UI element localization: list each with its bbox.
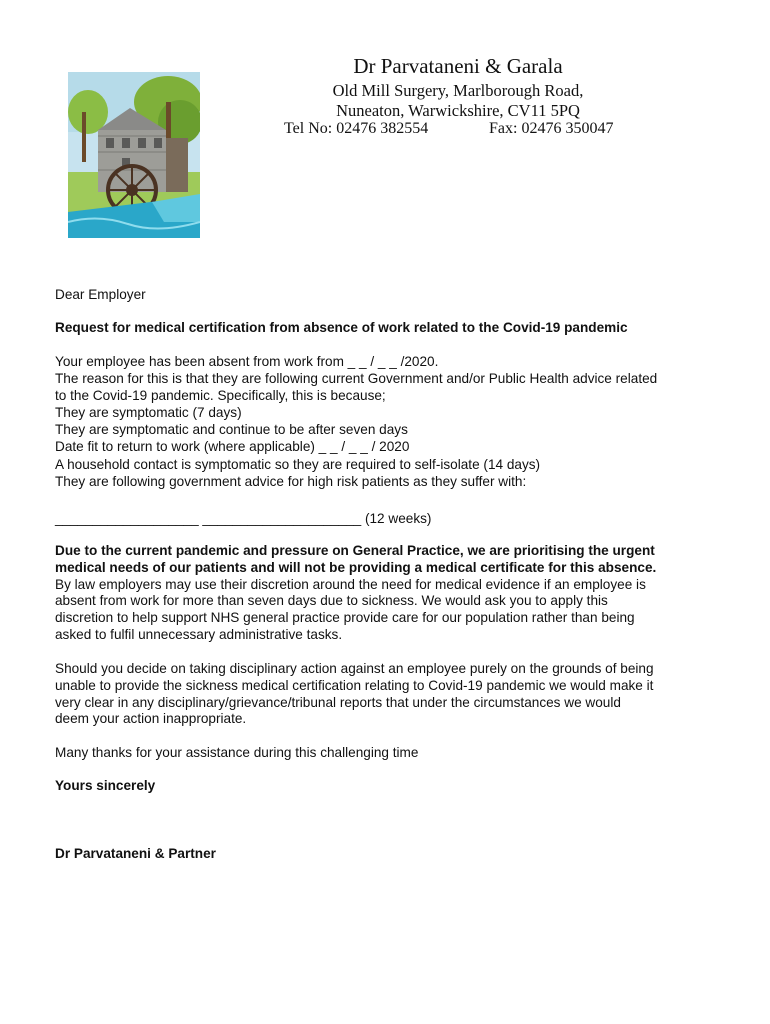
disciplinary-line: very clear in any disciplinary/grievance/tribunal reports that under the circumstances we would [55,694,621,710]
absence-line: Date fit to return to work (where applicable) _ _ / _ _ / 2020 [55,439,410,455]
condition-line: ___________________ _____________________ (12 weeks) [55,511,432,526]
watermill-picture [68,72,200,238]
salutation: Dear Employer [55,287,146,302]
disciplinary-line: deem your action inappropriate. [55,711,247,727]
absence-line: They are following government advice for high risk patients as they suffer with: [55,473,527,489]
telephone-number: Tel No: 02476 382554 [284,120,429,137]
notice-line: By law employers may use their discretion around the need for medical evidence if an employee is [55,576,646,592]
absence-line: The reason for this is that they are following current Government and/or Public Health advice related [55,371,658,387]
address-line-1: Old Mill Surgery, Marlborough Road, [332,81,584,100]
notice-bold-line: Due to the current pandemic and pressure on General Practice, we are prioritising the urgent [55,543,655,558]
letter-subject: Request for medical certification from absence of work related to the Covid-19 pandemic [55,320,628,335]
absence-line: They are symptomatic and continue to be after seven days [55,422,408,438]
disciplinary-line: Should you decide on taking disciplinary action against an employee purely on the grounds of being [55,661,654,676]
notice-paragraph [55,543,745,644]
disciplinary-paragraph [55,661,745,728]
address-line-2: Nuneaton, Warwickshire, CV11 5PQ [336,101,580,120]
fax-number: Fax: 02476 350047 [489,120,614,137]
closing: Yours sincerely [55,778,156,793]
notice-bold-line: medical needs of our patients and will not be providing a medical certificate for this absence. [55,559,657,575]
absence-line: They are symptomatic (7 days) [55,405,242,421]
notice-line: discretion to help support NHS general practice provide care for our population rather than being [55,610,635,626]
disciplinary-line: unable to provide the sickness medical certification relating to Covid-19 pandemic we would make it [55,677,654,693]
notice-line: asked to fulfil unnecessary administrative tasks. [55,626,343,642]
absence-paragraph [55,353,745,490]
signatory: Dr Parvataneni & Partner [55,846,216,861]
absence-line: A household contact is symptomatic so they are required to self-isolate (14 days) [55,456,541,472]
thanks-line: Many thanks for your assistance during this challenging time [55,745,419,760]
absence-line: Your employee has been absent from work from _ _ / _ _ /2020. [55,354,439,369]
absence-line: to the Covid-19 pandemic. Specifically, this is because; [55,388,386,404]
practice-name: Dr Parvataneni & Garala [353,54,563,78]
notice-line: absent from work for more than seven days due to sickness. We would ask you to apply this [55,593,608,609]
